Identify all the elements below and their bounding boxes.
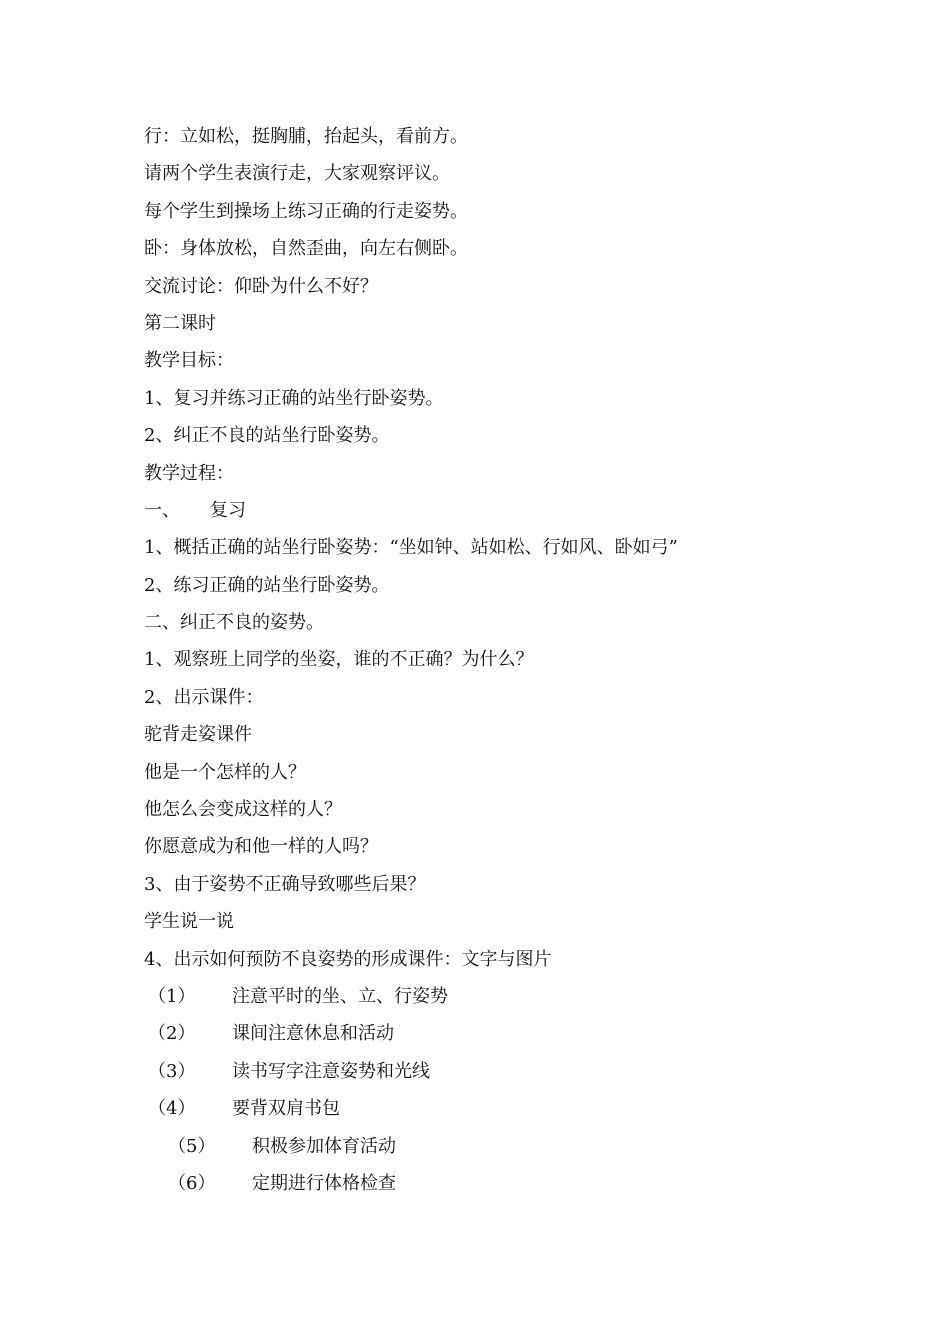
list-item	[144, 1128, 824, 1165]
list-item	[144, 1053, 824, 1090]
list-item-number: （2）	[148, 1023, 196, 1045]
list-item	[144, 1090, 824, 1127]
list-item-text: 课间注意休息和活动	[232, 1023, 394, 1045]
text-line: 1、概括正确的站坐行卧姿势：“坐如钟、站如松、行如风、卧如弓”	[144, 537, 678, 559]
text-line: 你愿意成为和他一样的人吗？	[144, 836, 378, 858]
text-line: 驼背走姿课件	[144, 724, 252, 746]
text-line: 请两个学生表演行走，大家观察评议。	[144, 163, 450, 185]
list-item-number: （5）	[168, 1135, 216, 1157]
document-body	[144, 118, 824, 1202]
list-item-text: 要背双肩书包	[232, 1098, 340, 1120]
text-line: 2、练习正确的站坐行卧姿势。	[144, 574, 390, 596]
list-item-text: 积极参加体育活动	[252, 1135, 396, 1157]
text-line: 每个学生到操场上练习正确的行走姿势。	[144, 200, 468, 222]
text-line: 行：立如松，挺胸脯，抬起头，看前方。	[144, 126, 468, 147]
goal-item: 1、复习并练习正确的站坐行卧姿势。	[144, 387, 444, 409]
section-heading-review	[144, 492, 824, 529]
text-line: 3、由于姿势不正确导致哪些后果？	[144, 873, 426, 895]
list-item-number: （3）	[148, 1060, 196, 1082]
text-line: 交流讨论：仰卧为什么不好？	[144, 275, 378, 297]
goal-item: 2、纠正不良的站坐行卧姿势。	[144, 425, 390, 447]
section-number: 一、	[144, 499, 180, 521]
text-line: 他是一个怎样的人？	[144, 761, 306, 783]
lesson-heading: 第二课时	[144, 312, 216, 334]
list-item-number: （4）	[148, 1098, 196, 1120]
list-item-text: 定期进行体格检查	[252, 1172, 396, 1194]
text-line: 4、出示如何预防不良姿势的形成课件：文字与图片	[144, 948, 552, 970]
text-line: 1、观察班上同学的坐姿，谁的不正确？为什么？	[144, 649, 534, 671]
list-item	[144, 1165, 824, 1202]
goals-heading: 教学目标：	[144, 350, 234, 372]
list-item-number: （1）	[148, 985, 196, 1007]
process-heading: 教学过程：	[144, 462, 234, 484]
list-item-text: 注意平时的坐、立、行姿势	[232, 985, 448, 1007]
text-line: 学生说一说	[144, 911, 234, 933]
text-line: 卧：身体放松，自然歪曲，向左右侧卧。	[144, 238, 468, 260]
section-title: 复习	[210, 499, 246, 521]
list-item-number: （6）	[168, 1172, 216, 1194]
list-item-text: 读书写字注意姿势和光线	[232, 1060, 430, 1082]
list-item	[144, 978, 824, 1015]
section-heading-correct: 二、纠正不良的姿势。	[144, 612, 324, 634]
text-line: 2、出示课件：	[144, 686, 264, 708]
list-item	[144, 1015, 824, 1052]
text-line: 他怎么会变成这样的人？	[144, 799, 342, 821]
